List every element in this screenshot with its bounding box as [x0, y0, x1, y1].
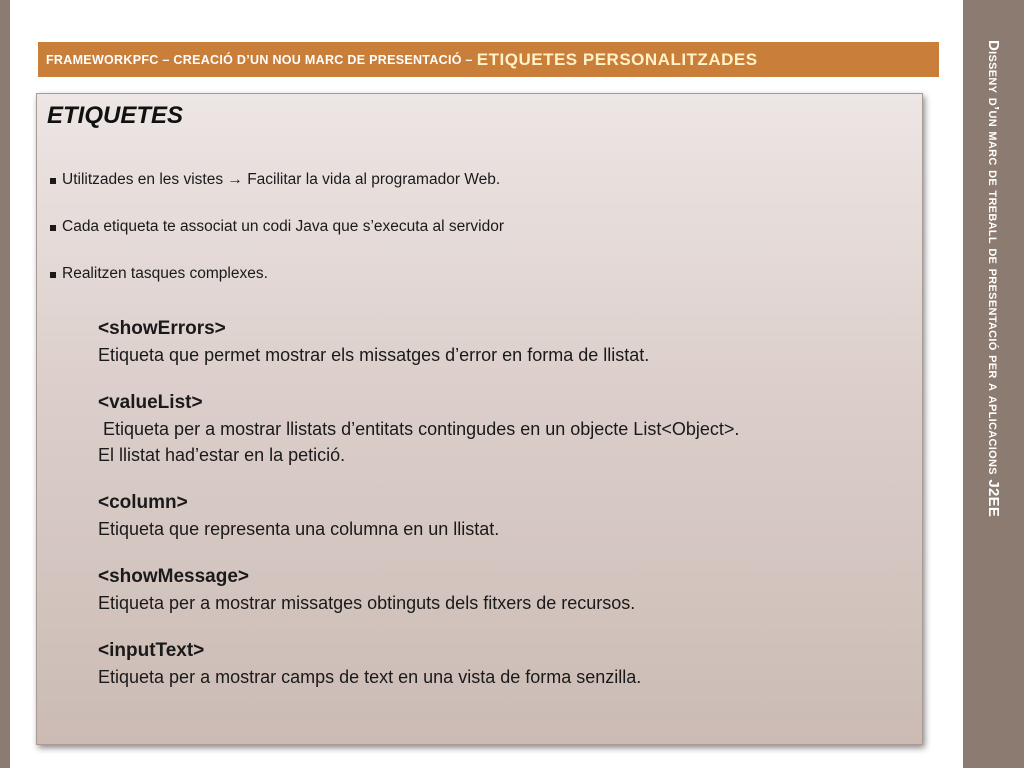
- content-box: [36, 93, 923, 745]
- tag-name: <valueList>: [98, 392, 203, 413]
- tag-name: <showMessage>: [98, 566, 250, 587]
- left-decorative-strip: [0, 0, 10, 768]
- tag-name: <inputText>: [98, 640, 205, 661]
- square-bullet-icon: [50, 272, 56, 278]
- bullet-list: [47, 171, 504, 312]
- tag-name: <column>: [98, 492, 188, 513]
- tag-description: Etiqueta per a mostrar missatges obtinguts dels fitxers de recursos.: [98, 593, 636, 613]
- tag-block-showerrors: [98, 316, 898, 368]
- bullet-text: Cada etiqueta te associat un codi Java que s’executa al servidor: [62, 218, 505, 235]
- tag-description: Etiqueta per a mostrar camps de text en una vista de forma senzilla.: [98, 667, 642, 687]
- vertical-slide-title: Disseny d’un marc de treball de presentació per a aplicacions J2EE: [985, 40, 1002, 518]
- tag-list: [98, 316, 898, 712]
- bullet-text: Realitzen tasques complexes.: [62, 265, 268, 282]
- square-bullet-icon: [50, 178, 56, 184]
- bullet-item: [47, 218, 504, 265]
- tag-description-line2: El llistat had’estar en la petició.: [98, 445, 346, 465]
- tag-block-valuelist: [98, 390, 898, 468]
- tag-block-showmessage: [98, 564, 898, 616]
- header-accent-title: ETIQUETES PERSONALITZADES: [476, 49, 758, 69]
- tag-name: <showErrors>: [98, 318, 226, 339]
- bullet-item: [47, 265, 504, 312]
- header-bar: [38, 42, 939, 77]
- square-bullet-icon: [50, 225, 56, 231]
- header-prefix: FRAMEWORKPFC – CREACIÓ D’UN NOU MARC DE PRESENTACIÓ –: [46, 52, 473, 67]
- tag-description: Etiqueta per a mostrar llistats d’entitats contingudes en un objecte List<Object>.: [98, 419, 740, 439]
- bullet-text: Utilitzades en les vistes → Facilitar la vida al programador Web.: [62, 171, 501, 188]
- content-title: ETIQUETES: [47, 102, 184, 129]
- tag-description: Etiqueta que representa una columna en un llistat.: [98, 519, 500, 539]
- tag-block-inputtext: [98, 638, 898, 690]
- tag-description: Etiqueta que permet mostrar els missatges d’error en forma de llistat.: [98, 345, 650, 365]
- tag-block-column: [98, 490, 898, 542]
- bullet-item: [47, 171, 504, 218]
